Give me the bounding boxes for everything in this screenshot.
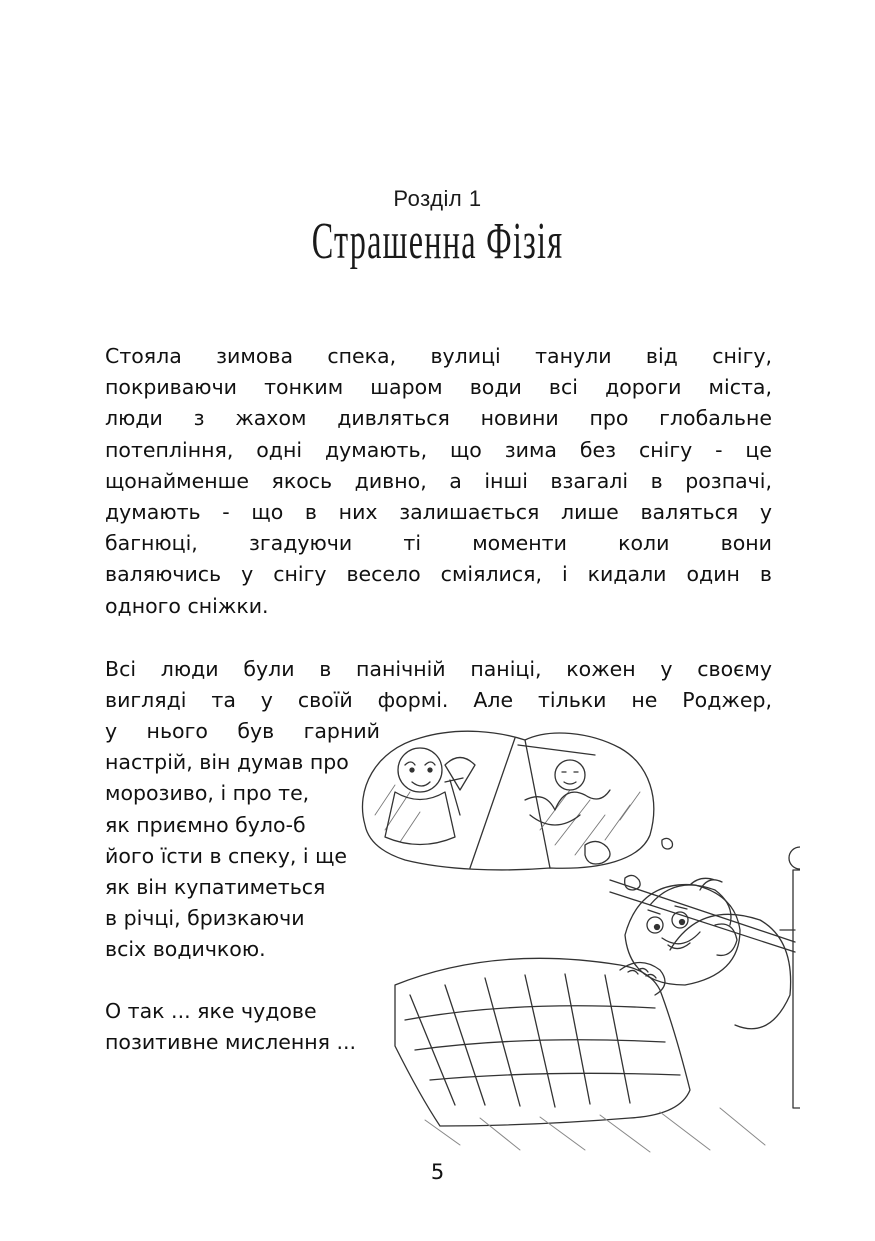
text-line: одного сніжки.	[105, 593, 269, 618]
floor-lines	[425, 1108, 765, 1152]
paragraph-3	[105, 996, 356, 1058]
text-line: вигляді та у своїй формі. Але тільки не Роджер,	[105, 688, 772, 713]
chapter-title: Страшенна Фізія	[311, 213, 564, 270]
dream-cloud	[362, 731, 653, 870]
text-line: всіх водичкою.	[105, 937, 266, 962]
text-line: як приємно було-б	[105, 812, 306, 837]
text-line: в річці, бризкаючи	[105, 906, 305, 931]
text-line: як він купатиметься	[105, 875, 326, 900]
paragraph-2-continued	[105, 716, 380, 966]
text-line: щонайменше якось дивно, а інші взагалі в розпачі,	[105, 468, 772, 493]
chapter-label: Розділ 1	[393, 186, 482, 211]
text-line: у нього був гарний	[105, 719, 380, 743]
bed-post	[610, 847, 800, 1108]
paragraph-2	[105, 654, 772, 716]
thought-bubble	[662, 838, 673, 849]
text-line: О так ... яке чудове	[105, 999, 317, 1023]
text-line: покриваючи тонким шаром води всі дороги міста,	[105, 375, 772, 400]
text-line: думають - що в них залишається лише валяться у	[105, 500, 772, 525]
text-line: його їсти в спеку, і ще	[105, 843, 348, 868]
text-line: настрій, він думав про	[105, 750, 349, 775]
bed-dream-illustration	[350, 720, 800, 1160]
text-line: позитивне мислення ...	[105, 1030, 357, 1055]
text-line: потепління, одні думають, що зима без снігу - це	[105, 437, 772, 462]
page-number: 5	[430, 1160, 445, 1184]
text-line: люди з жахом дивляться новини про глобальне	[105, 406, 772, 431]
blanket	[395, 958, 690, 1126]
thought-bubble	[585, 841, 610, 864]
text-line: багнюці, згадуючи ті моменти коли вони	[105, 531, 772, 556]
paragraph-1	[105, 341, 772, 622]
text-line: Всі люди були в панічній паніці, кожен у своєму	[105, 657, 772, 681]
text-line: морозиво, і про те,	[105, 781, 310, 806]
text-line: валяючись у снігу весело сміялися, і кидали один в	[105, 562, 772, 587]
text-line: Стояла зимова спека, вулиці танули від снігу,	[105, 344, 772, 368]
